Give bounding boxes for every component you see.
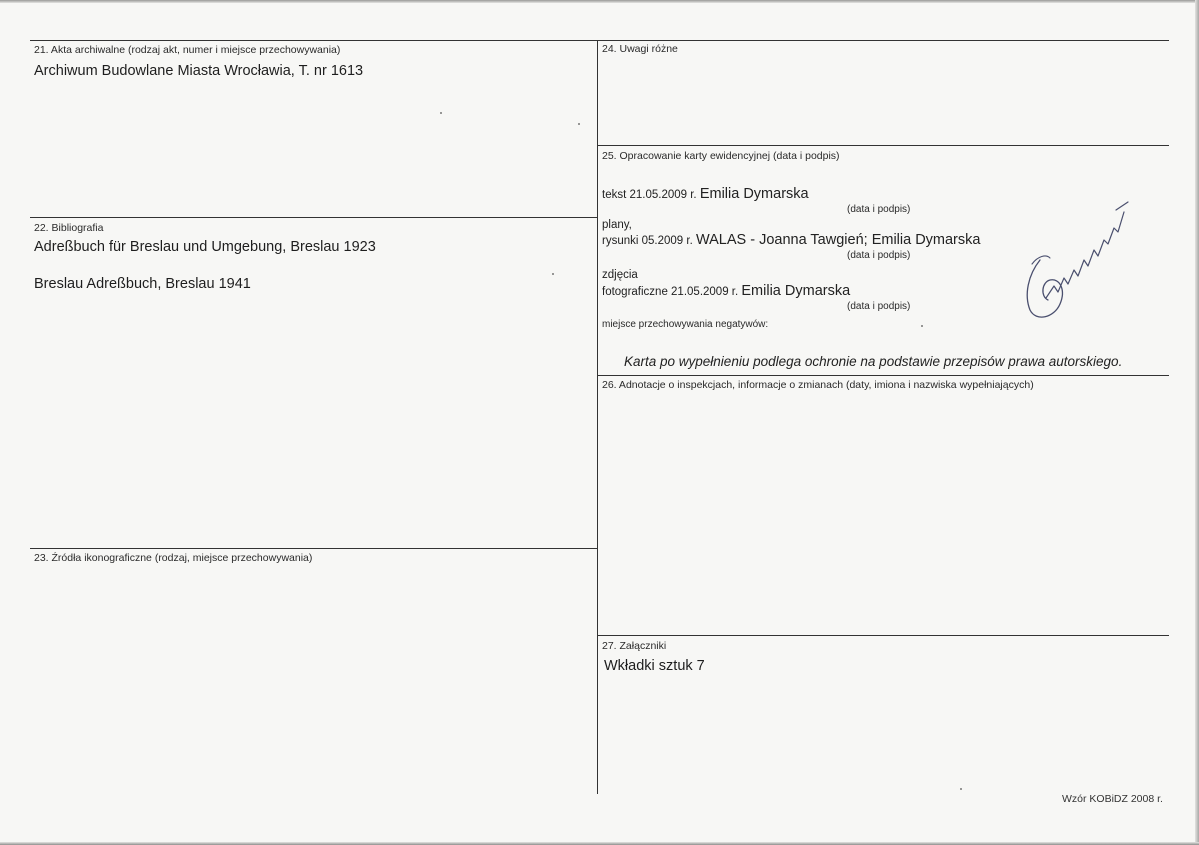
section-24-label: 24. Uwagi różne bbox=[602, 43, 678, 55]
bibliography-entry: Breslau Adreßbuch, Breslau 1941 bbox=[34, 276, 251, 292]
tekst-sub-label: (data i podpis) bbox=[847, 204, 911, 215]
bibliography-entry: Adreßbuch für Breslau und Umgebung, Breslau 1923 bbox=[34, 239, 376, 255]
tekst-author: Emilia Dymarska bbox=[699, 186, 809, 202]
section-26-label: 26. Adnotacje o inspekcjach, informacje o zmianach (daty, imiona i nazwiska wypełniających) bbox=[602, 379, 1034, 391]
rysunki-sub-label: (data i podpis) bbox=[847, 250, 911, 261]
rysunki-date: rysunki 05.2009 r. bbox=[602, 235, 693, 247]
scan-edge-top bbox=[0, 0, 1199, 3]
tekst-line bbox=[602, 186, 809, 202]
scan-speck bbox=[440, 112, 442, 114]
scan-speck bbox=[921, 325, 923, 327]
negatives-label: miejsce przechowywania negatywów: bbox=[602, 319, 769, 330]
scan-speck bbox=[578, 123, 580, 125]
rysunki-line bbox=[602, 232, 980, 248]
center-divider bbox=[597, 40, 598, 794]
scan-speck bbox=[552, 273, 554, 275]
left-divider-23 bbox=[30, 548, 597, 549]
section-25-label: 25. Opracowanie karty ewidencyjnej (data i podpis) bbox=[602, 150, 840, 162]
section-27-label: 27. Załączniki bbox=[602, 640, 667, 652]
tekst-date: tekst 21.05.2009 r. bbox=[602, 189, 697, 201]
foto-sub-label: (data i podpis) bbox=[847, 301, 911, 312]
form-template-note: Wzór KOBiDZ 2008 r. bbox=[1062, 793, 1163, 805]
right-divider-27 bbox=[597, 635, 1169, 636]
plany-line: plany, bbox=[602, 219, 632, 231]
foto-date: fotograficzne 21.05.2009 r. bbox=[602, 286, 739, 298]
zdjecia-line: zdjęcia bbox=[602, 269, 638, 281]
top-border-line bbox=[30, 40, 1169, 41]
section-22-label: 22. Bibliografia bbox=[34, 222, 104, 234]
left-divider-22 bbox=[30, 217, 597, 218]
scan-speck bbox=[960, 788, 962, 790]
section-21-value: Archiwum Budowlane Miasta Wrocławia, T. nr 1613 bbox=[34, 63, 364, 79]
handwritten-signature bbox=[1020, 200, 1130, 325]
section-21-label: 21. Akta archiwalne (rodzaj akt, numer i miejsce przechowywania) bbox=[34, 44, 341, 56]
right-divider-25 bbox=[597, 145, 1169, 146]
right-divider-26 bbox=[597, 375, 1169, 376]
scan-edge-right bbox=[1195, 0, 1199, 845]
copyright-note: Karta po wypełnieniu podlega ochronie na podstawie przepisów prawa autorskiego. bbox=[624, 354, 1123, 369]
section-27-value: Wkładki sztuk 7 bbox=[604, 658, 705, 674]
rysunki-authors: WALAS - Joanna Tawgień; Emilia Dymarska bbox=[695, 232, 981, 248]
foto-line bbox=[602, 283, 850, 299]
section-23-label: 23. Źródła ikonograficzne (rodzaj, miejsce przechowywania) bbox=[34, 552, 313, 564]
foto-author: Emilia Dymarska bbox=[741, 283, 851, 299]
